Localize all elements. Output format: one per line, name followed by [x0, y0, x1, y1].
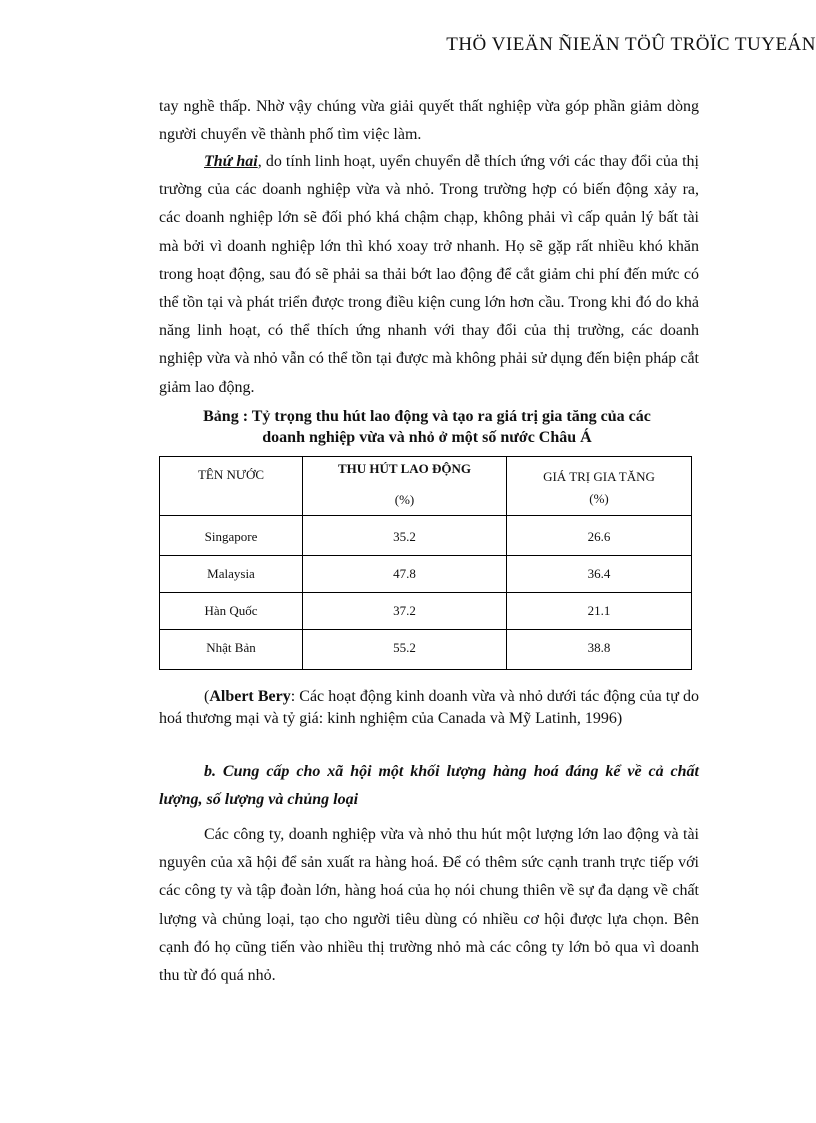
- paragraph-body: , do tính linh hoạt, uyển chuyển dễ thích ứng với các thay đổi của thị trường của các doanh nghiệp vừa và nhỏ. Trong trường hợp có biến động xảy ra, các doanh nghiệp lớn sẽ đối phó khá chậm chạp, không phải vì cấp quản lý bất tài mà bởi vì doanh nghiệp lớn thì khó xoay trở nhanh. Họ sẽ gặp rất nhiều khó khăn trong hoạt động, sau đó sẽ phải sa thải bớt lao động để cắt giảm chi phí đến mức có thể tồn tại và phát triển được trong điều kiện cung lớn hơn cầu. Trong khi đó do khả năng linh hoạt, có thể thích ứng nhanh với thay đổi của thị trường, các doanh nghiệp vừa và nhỏ vẫn có thể tồn tại được mà không phải sử dụng đến biện pháp cắt giảm lao động.: [159, 153, 699, 396]
- paragraph-goods-supply: Các công ty, doanh nghiệp vừa và nhỏ thu hút một lượng lớn lao động và tài nguyên của xã hội để sản xuất ra hàng hoá. Để có thêm sức cạnh tranh trực tiếp với các công ty và tập đoàn lớn, hàng hoá của họ nói chung thiên về sự đa dạng về chất lượng và chủng loại, tạo cho người tiêu dùng có nhiều cơ hội được lựa chọn. Bên cạnh đó họ cũng tiến vào nhiều thị trường nhỏ mà các công ty lớn bỏ qua vì doanh thu từ đó quá nhỏ.: [159, 826, 699, 985]
- cell-country: Hàn Quốc: [160, 593, 303, 630]
- table-row: [160, 516, 692, 556]
- table-header-row: [160, 457, 692, 516]
- source-text: : Các hoạt động kinh doanh vừa và nhỏ dưới tác động của tự do hoá thương mại và tỷ giá: kinh nghiệm của Canada và Mỹ Latinh, 1996): [159, 688, 699, 727]
- cell-labor: 47.8: [303, 556, 507, 593]
- table-row: [160, 593, 692, 630]
- table-row: [160, 630, 692, 670]
- cell-value-added: 36.4: [507, 556, 692, 593]
- paragraph-second-point: [159, 148, 699, 402]
- section-heading-b: b. Cung cấp cho xã hội một khối lượng hàng hoá đáng kể về cả chất lượng, số lượng và chủng loại: [159, 763, 699, 808]
- cell-labor: 37.2: [303, 593, 507, 630]
- header-country-label: TÊN NƯỚC: [197, 467, 265, 482]
- header-value-added: [507, 457, 692, 516]
- cell-value-added: 21.1: [507, 593, 692, 630]
- table-row: [160, 556, 692, 593]
- table-caption-line-2: doanh nghiệp vừa và nhỏ ở một số nước Châu Á: [262, 429, 592, 446]
- header-value-added-label: GIÁ TRỊ GIA TĂNG: [543, 469, 655, 484]
- sme-labor-table: [159, 456, 692, 670]
- cell-country: Malaysia: [160, 556, 303, 593]
- header-labor-label: THU HÚT LAO ĐỘNG: [337, 461, 472, 476]
- paragraph-lead: Thứ hai: [204, 153, 258, 170]
- cell-labor: 55.2: [303, 630, 507, 670]
- header-country: [160, 457, 303, 516]
- paragraph-continuation: tay nghề thấp. Nhờ vậy chúng vừa giải quyết thất nghiệp vừa góp phần giảm dòng người chuyển về thành phố tìm việc làm.: [159, 98, 699, 144]
- source-open-paren: (: [204, 688, 210, 705]
- cell-labor: 35.2: [303, 516, 507, 556]
- source-author: Albert Bery: [209, 688, 291, 705]
- header-value-added-unit: (%): [589, 491, 609, 506]
- page-header: THÖ VIEÄN ÑIEÄN TÖÛ TRÖÏC TUYEÁN: [446, 34, 816, 55]
- cell-country: Nhật Bản: [160, 630, 303, 670]
- header-labor-unit: (%): [394, 492, 415, 507]
- table-caption: [159, 406, 695, 448]
- cell-value-added: 26.6: [507, 516, 692, 556]
- cell-value-added: 38.8: [507, 630, 692, 670]
- cell-country: Singapore: [160, 516, 303, 556]
- table-caption-line-1: Bảng : Tỷ trọng thu hút lao động và tạo ra giá trị gia tăng của các: [203, 408, 651, 425]
- header-labor: [303, 457, 507, 516]
- table-source-note: [159, 686, 699, 729]
